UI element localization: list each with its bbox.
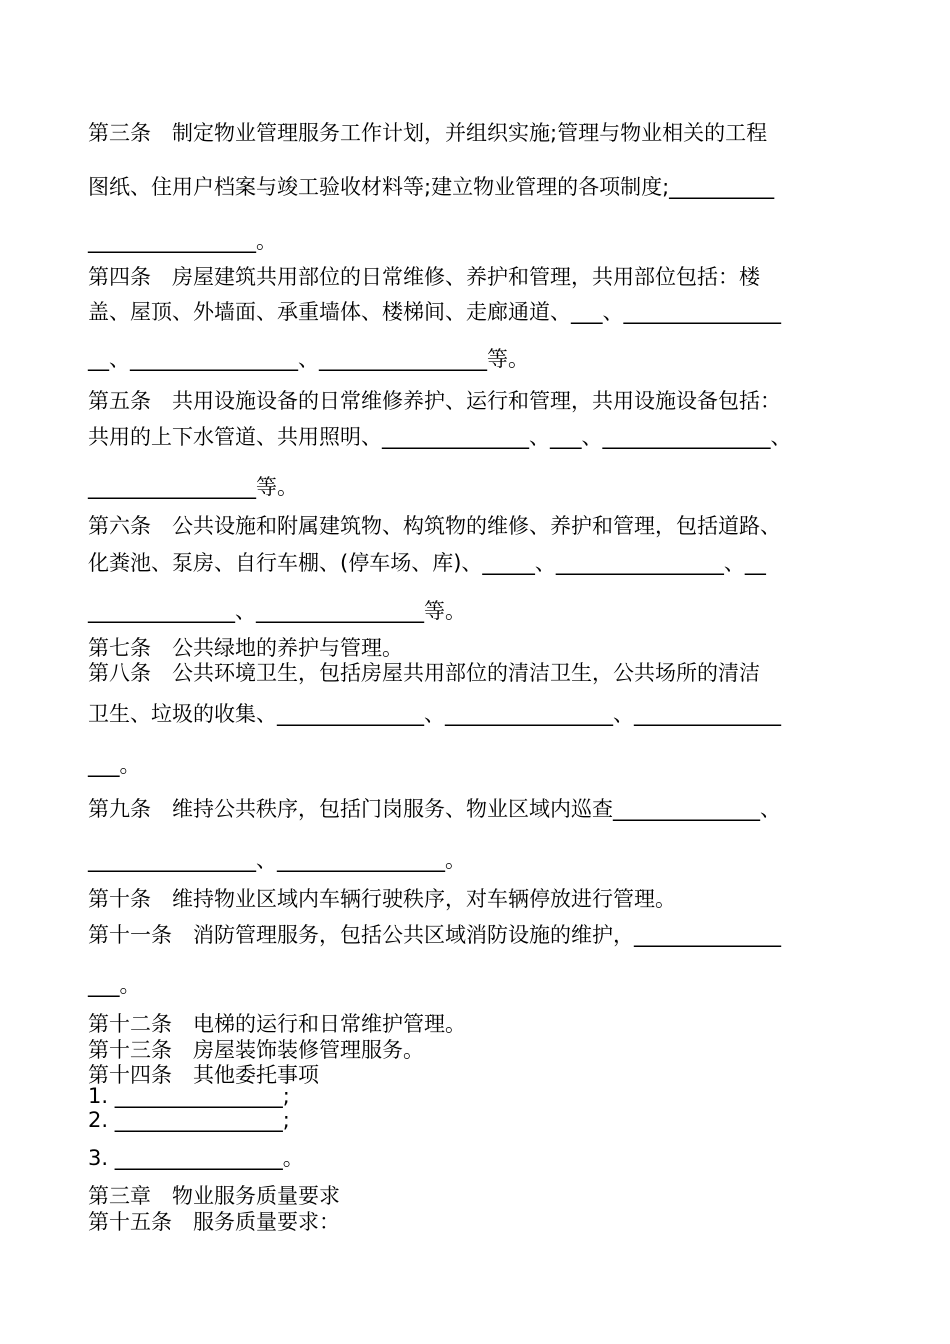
article-6-line-3: ______________、________________等。 — [88, 599, 466, 623]
article-4-line-3: __、________________、________________等。 — [88, 347, 529, 371]
article-8-line-1: 第八条 公共环境卫生，包括房屋共用部位的清洁卫生，公共场所的清洁 — [88, 661, 760, 685]
article-5-line-1: 第五条 共用设施设备的日常维修养护、运行和管理，共用设施设备包括： — [88, 389, 781, 413]
article-9-line-2: ________________、________________。 — [88, 848, 466, 872]
article-11-line-1: 第十一条 消防管理服务，包括公共区域消防设施的维护，______________ — [88, 923, 781, 947]
article-6-line-1: 第六条 公共设施和附属建筑物、构筑物的维修、养护和管理，包括道路、 — [88, 514, 781, 538]
chapter-3-heading: 第三章 物业服务质量要求 — [88, 1184, 340, 1208]
item-2-line: 2. ________________; — [88, 1108, 290, 1132]
item-1-line: 1. ________________; — [88, 1084, 290, 1108]
article-8-line-2: 卫生、垃圾的收集、______________、________________、______________ — [88, 702, 781, 726]
article-15-line-1: 第十五条 服务质量要求： — [88, 1210, 340, 1234]
article-3-line-3: ________________。 — [88, 229, 277, 253]
article-10-line-1: 第十条 维持物业区域内车辆行驶秩序，对车辆停放进行管理。 — [88, 887, 676, 911]
item-3-line: 3. ________________。 — [88, 1146, 304, 1170]
article-9-line-1: 第九条 维持公共秩序，包括门岗服务、物业区域内巡查______________、 — [88, 797, 781, 821]
article-12-line-1: 第十二条 电梯的运行和日常维护管理。 — [88, 1012, 466, 1036]
article-11-line-2: ___。 — [88, 973, 141, 997]
article-13-line-1: 第十三条 房屋装饰装修管理服务。 — [88, 1038, 424, 1062]
article-5-line-2: 共用的上下水管道、共用照明、______________、___、________________、 — [88, 425, 792, 449]
article-7-line-1: 第七条 公共绿地的养护与管理。 — [88, 636, 403, 660]
article-14-line-1: 第十四条 其他委托事项 — [88, 1063, 319, 1087]
article-5-line-3: ________________等。 — [88, 475, 298, 499]
article-8-line-3: ___。 — [88, 753, 141, 777]
article-4-line-2: 盖、屋顶、外墙面、承重墙体、楼梯间、走廊通道、___、_______________ — [88, 300, 781, 324]
article-6-line-2: 化粪池、泵房、自行车棚、(停车场、库)、_____、________________、__ — [88, 551, 766, 575]
article-4-line-1: 第四条 房屋建筑共用部位的日常维修、养护和管理，共用部位包括：楼 — [88, 265, 760, 289]
article-3-line-1: 第三条 制定物业管理服务工作计划，并组织实施;管理与物业相关的工程 — [88, 121, 768, 145]
article-3-line-2: 图纸、住用户档案与竣工验收材料等;建立物业管理的各项制度;__________ — [88, 175, 775, 199]
